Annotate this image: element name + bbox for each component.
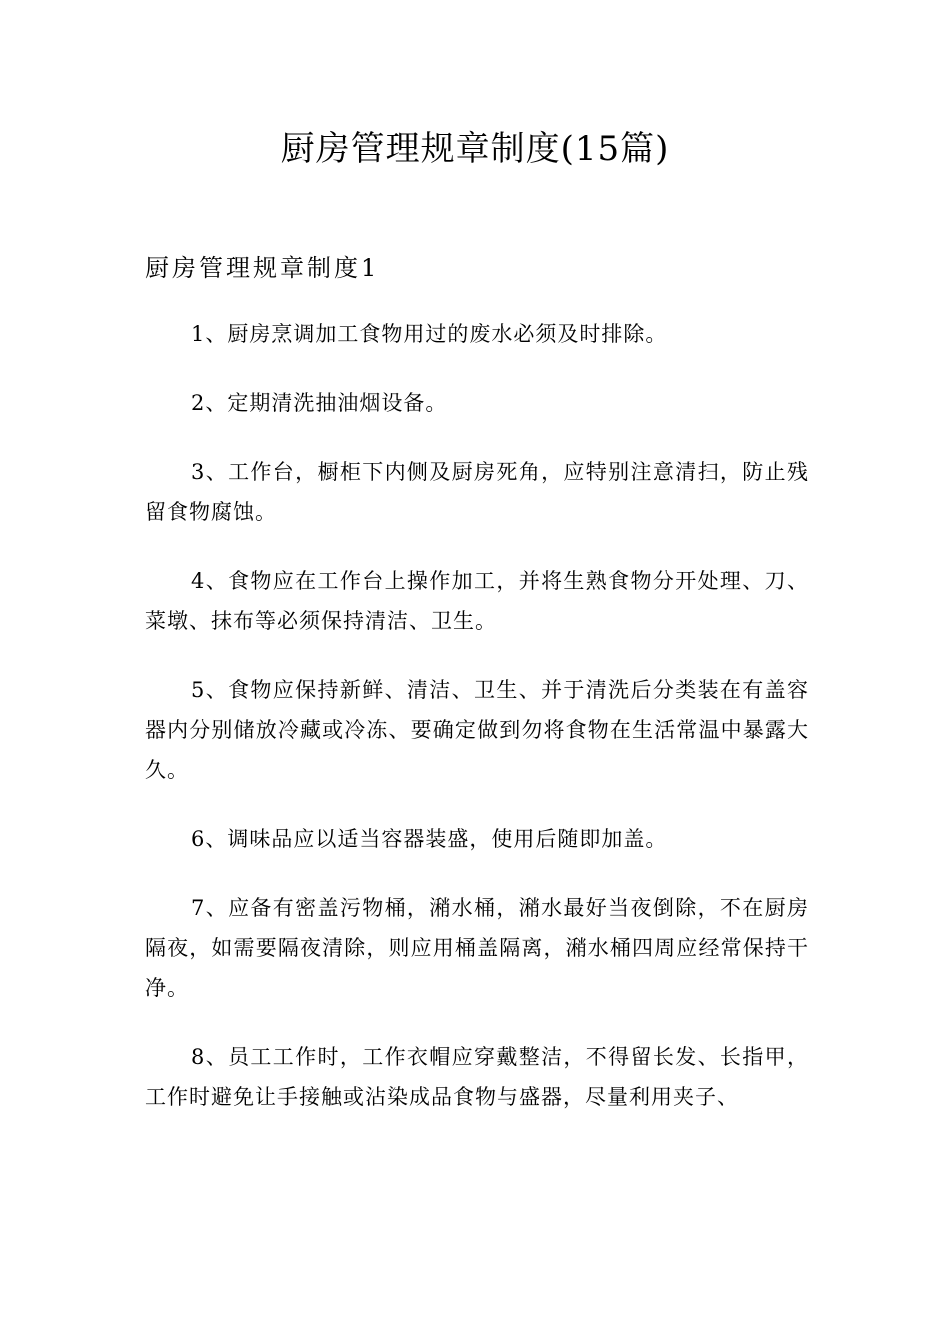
paragraph-5: 5、食物应保持新鲜、清洁、卫生、并于清洗后分类装在有盖容器内分别储放冷藏或冷冻、要确定做到勿将食物在生活常温中暴露大久。 <box>145 678 809 782</box>
paragraph-3: 3、工作台，橱柜下内侧及厨房死角，应特别注意清扫，防止残留食物腐蚀。 <box>145 460 809 524</box>
paragraph-1: 1、厨房烹调加工食物用过的废水必须及时排除。 <box>191 322 668 346</box>
section-heading: 厨房管理规章制度1 <box>145 254 380 282</box>
paragraph-6: 6、调味品应以适当容器装盛，使用后随即加盖。 <box>191 827 668 851</box>
document-title: 厨房管理规章制度(15篇) <box>280 129 670 169</box>
paragraph-7: 7、应备有密盖污物桶，潲水桶，潲水最好当夜倒除，不在厨房隔夜，如需要隔夜清除，则应用桶盖隔离，潲水桶四周应经常保持干净。 <box>145 896 809 1000</box>
paragraph-4: 4、食物应在工作台上操作加工，并将生熟食物分开处理、刀、菜墩、抹布等必须保持清洁、卫生。 <box>145 569 809 633</box>
paragraph-2: 2、定期清洗抽油烟设备。 <box>191 391 448 415</box>
body-text <box>145 314 809 1146</box>
paragraph-8: 8、员工工作时，工作衣帽应穿戴整洁，不得留长发、长指甲，工作时避免让手接触或沾染成品食物与盛器，尽量利用夹子、 <box>145 1045 809 1109</box>
